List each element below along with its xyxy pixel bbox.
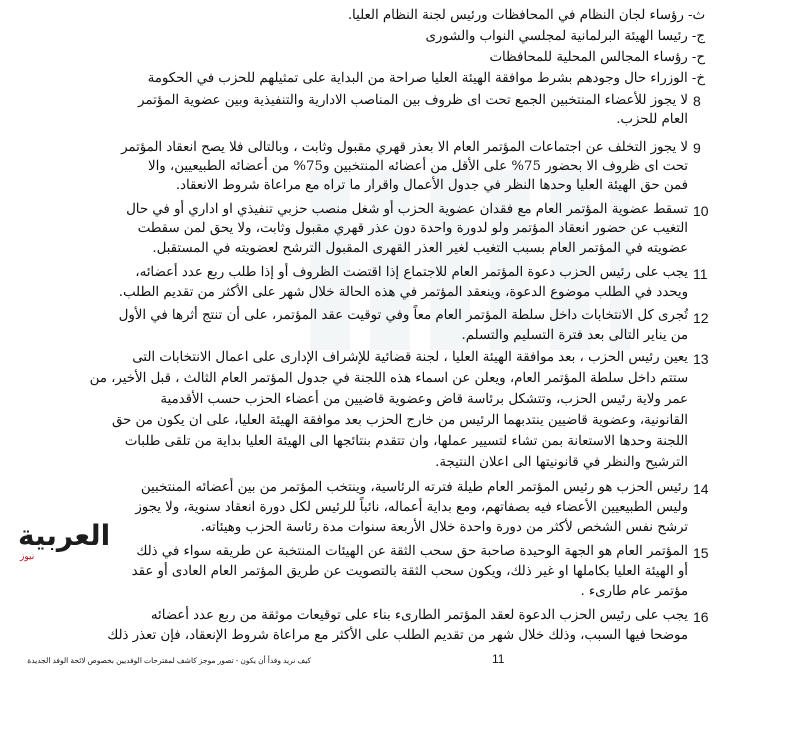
logo-text: العربية bbox=[18, 519, 111, 552]
paragraph-line: موضحا فيها السبب، وذلك خلال شهر من تقديم الطلب على الأكثر مع مراعاة شروط الإنعقاد، فإن تعذر ذلك bbox=[107, 628, 688, 643]
paragraph-line: من يناير التالى بعد فترة التسليم والتسلم. bbox=[461, 328, 688, 343]
paragraph-line: مؤتمر عام طارىء . bbox=[580, 584, 688, 599]
paragraph-line: ستتم داخل سلطة المؤتمر العام، ويعلن عن اسماء هذه اللجنة في جدول المؤتمر العام الثالث ، قبل الأخير، من bbox=[89, 371, 688, 386]
footer-caption: كيف نريد وفدأ أن يكون - تصور موجز كاشف لمقترحات الوفديين بخصوص لائحة الوفد الجديدة bbox=[27, 656, 311, 665]
paragraph-line: لا يجوز التخلف عن اجتماعات المؤتمر العام الا بعذر قهري مقبول وثابت ، وبالتالى فلا يصح انعقاد المؤتمر bbox=[121, 140, 688, 155]
paragraph-line: اللجنة وحدها الاستعانة بمن تشاء لتسيير عملها، وان تتقدم بنتائجها الى الهيئة العليا بداية من تلقى طلبات bbox=[124, 434, 688, 449]
paragraph-number: 12 bbox=[693, 310, 709, 326]
paragraph-line: تسقط عضوية المؤتمر العام مع فقدان عضوية الحزب أو شغل منصب حزبي تنفيذي او اداري أو في حال bbox=[126, 202, 688, 217]
logo-sub-text: نيوز bbox=[20, 552, 35, 562]
sub-item-tha: ث- رؤساء لجان النظام في المحافظات ورئيس لجنة النظام العليا. bbox=[347, 8, 705, 23]
sub-item-kha: خ- الوزراء حال وجودهم بشرط موافقة الهيئة العليا صراحة من البداية على تمثيلهم للحزب في الحكومة bbox=[147, 71, 705, 86]
paragraph-line: ترشح نفس الشخص لأكثر من دورة واحدة خلال الأربعة سنوات مدة رئاسة الحزب وهيئاته. bbox=[200, 520, 688, 535]
sub-item-jim: ج- رئيسا الهيئة البرلمانية لمجلسي النواب والشورى bbox=[425, 29, 705, 44]
paragraph-line: لا يجوز للأعضاء المنتخبين الجمع تحت اى ظروف بين المناصب الادارية والتنفيذية وبين عضوية المؤتمر bbox=[138, 93, 688, 108]
paragraph-line: العام للحزب. bbox=[616, 112, 688, 127]
paragraph-number: 16 bbox=[693, 609, 709, 625]
paragraph-number: 10 bbox=[693, 203, 709, 219]
page-number: 11 bbox=[492, 652, 505, 666]
paragraph-line: ويحدد في الطلب موضوع الدعوة، وينعقد المؤتمر في هذه الحالة خلال شهر على الأكثر من تقديم الطلب. bbox=[118, 285, 688, 300]
paragraph-number: 8 bbox=[693, 93, 701, 109]
paragraph-line: أو الهيئة العليا بكاملها او غير ذلك، ويكون سحب الثقة بالتصويت عن طريق المؤتمر العام العادى أو عقد bbox=[131, 564, 688, 579]
paragraph-line: تحت اى ظروف الا بحضور 75% على الأقل من أعضائه المنتخبين و75% من أعضائه الطبيعيين، والا bbox=[147, 159, 688, 174]
paragraph-line: وليس الطبيعيين الأعضاء فيه بصفاتهم، ومع بداية أعماله، نائباً للرئيس لكل دورة انعقاد سنوية، ولا يجوز bbox=[135, 500, 688, 515]
paragraph-number: 15 bbox=[693, 545, 709, 561]
paragraph-line: عمر ولاية رئيس الحزب، وتتشكل برئاسة قاض وعضوية قاضيين من أعضاء الحزب حسب الأقدمية bbox=[160, 392, 688, 407]
paragraph-number: 14 bbox=[693, 481, 709, 497]
paragraph-line: التغيب عن حضور انعقاد المؤتمر ولو لدورة واحدة دون عذر قهري مقبول وثابت، ولا يحق لمن سقطت bbox=[137, 221, 688, 236]
paragraph-line: فمن حق الهيئة العليا وحدها النظر في جدول الأعمال واقرار ما تراه مع مراعاة شروط الانعقاد. bbox=[175, 178, 688, 193]
paragraph-number: 13 bbox=[693, 351, 709, 367]
paragraph-line: عضويته في المؤتمر العام بسبب التغيب لغير العذر القهرى المقبول الترشح لعضويته في المستقبل. bbox=[152, 241, 688, 256]
paragraph-line: يجب على رئيس الحزب دعوة المؤتمر العام للاجتماع إذا اقتضت الظروف أو إذا طلب ربع عدد أعضائه، bbox=[135, 265, 688, 280]
paragraph-line: يجب على رئيس الحزب الدعوة لعقد المؤتمر الطارىء بناء على توقيعات موثقة من ربع عدد أعضائه bbox=[150, 608, 688, 623]
paragraph-line: تُجرى كل الانتخابات داخل سلطة المؤتمر العام معاً وفي توقيت عقد المؤتمر، على أن تنتج أثرها في الأول bbox=[118, 308, 688, 323]
alarabiya-news-logo bbox=[18, 519, 111, 566]
paragraph-line: الترشيح والنظر في قانونيتها الى اعلان النتيجة. bbox=[435, 455, 688, 470]
paragraph-line: رئيس الحزب هو رئيس المؤتمر العام طيلة فترته الرئاسية، وينتخب المؤتمر من بين أعضائه المنتخبين bbox=[140, 480, 688, 495]
paragraph-number: 11 bbox=[693, 266, 708, 282]
paragraph-line: يعين رئيس الحزب ، بعد موافقة الهيئة العليا ، لجنة قضائية للإشراف الإدارى على اعمال الانتخابات التى bbox=[132, 350, 688, 365]
paragraph-line: القانونية، وعضوية قاضيين ينتدبهما الرئيس من خارج الحزب بعد موافقة الهيئة العليا، على ان يكون من حق bbox=[111, 413, 688, 428]
paragraph-line: المؤتمر العام هو الجهة الوحيدة صاحبة حق سحب الثقة عن الهيئات المنتخبة عن طريقه سواء في ذلك bbox=[136, 544, 688, 559]
sub-item-ha: ح- رؤساء المجالس المحلية للمحافظات bbox=[489, 50, 705, 65]
paragraph-number: 9 bbox=[693, 140, 701, 156]
